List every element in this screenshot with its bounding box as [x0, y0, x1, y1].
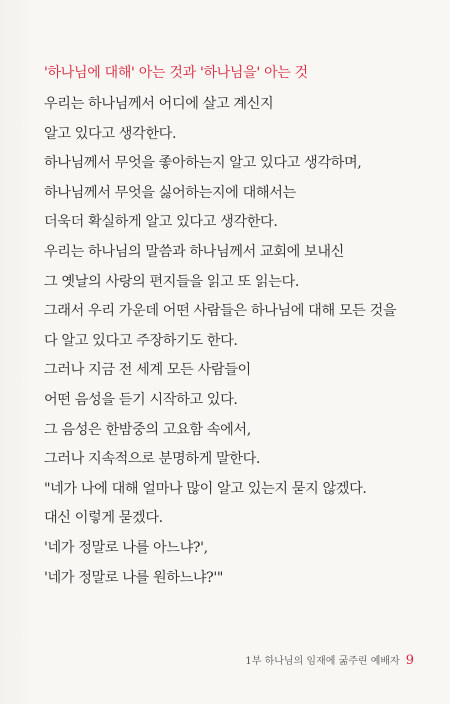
text-line: 더욱더 확실하게 알고 있다고 생각한다.	[44, 214, 278, 231]
text-line: 우리는 하나님께서 어디에 살고 계신지	[44, 96, 274, 112]
text-line: 그래서 우리 가운데 어떤 사람들은 하나님에 대해 모든 것을	[44, 303, 397, 320]
page-footer	[245, 652, 414, 668]
text-line: 다 알고 있다고 주장하기도 한다.	[44, 332, 238, 349]
chapter-title: 1부 하나님의 임재에 굶주린 예배자	[245, 656, 400, 667]
text-line: 우리는 하나님의 말씀과 하나님께서 교회에 보내신	[44, 243, 344, 260]
page-number: 9	[405, 653, 414, 668]
text-line: 그러나 지금 전 세계 모든 사람들이	[44, 362, 251, 379]
text-line: 대신 이렇게 묻겠다.	[44, 510, 163, 527]
text-line: '네가 정말로 나를 아느냐?',	[44, 539, 208, 556]
text-line: 그러나 지속적으로 분명하게 말한다.	[44, 451, 261, 468]
body-text	[44, 90, 416, 593]
text-line: 그 음성은 한밤중의 고요함 속에서,	[44, 421, 251, 438]
text-line: 하나님께서 무엇을 좋아하는지 알고 있다고 생각하며,	[44, 155, 362, 172]
text-line: "네가 나에 대해 얼마나 많이 알고 있는지 묻지 않겠다.	[44, 480, 367, 497]
section-heading: '하나님에 대해' 아는 것과 '하나님을' 아는 것	[44, 65, 308, 81]
text-line: 어떤 음성을 듣기 시작하고 있다.	[44, 391, 238, 408]
text-line: '네가 정말로 나를 원하느냐?'"	[44, 569, 224, 586]
text-line: 하나님께서 무엇을 싫어하는지에 대해서는	[44, 184, 296, 201]
text-line: 그 옛날의 사랑의 편지들을 읽고 또 읽는다.	[44, 273, 299, 290]
text-line: 알고 있다고 생각한다.	[44, 125, 177, 142]
